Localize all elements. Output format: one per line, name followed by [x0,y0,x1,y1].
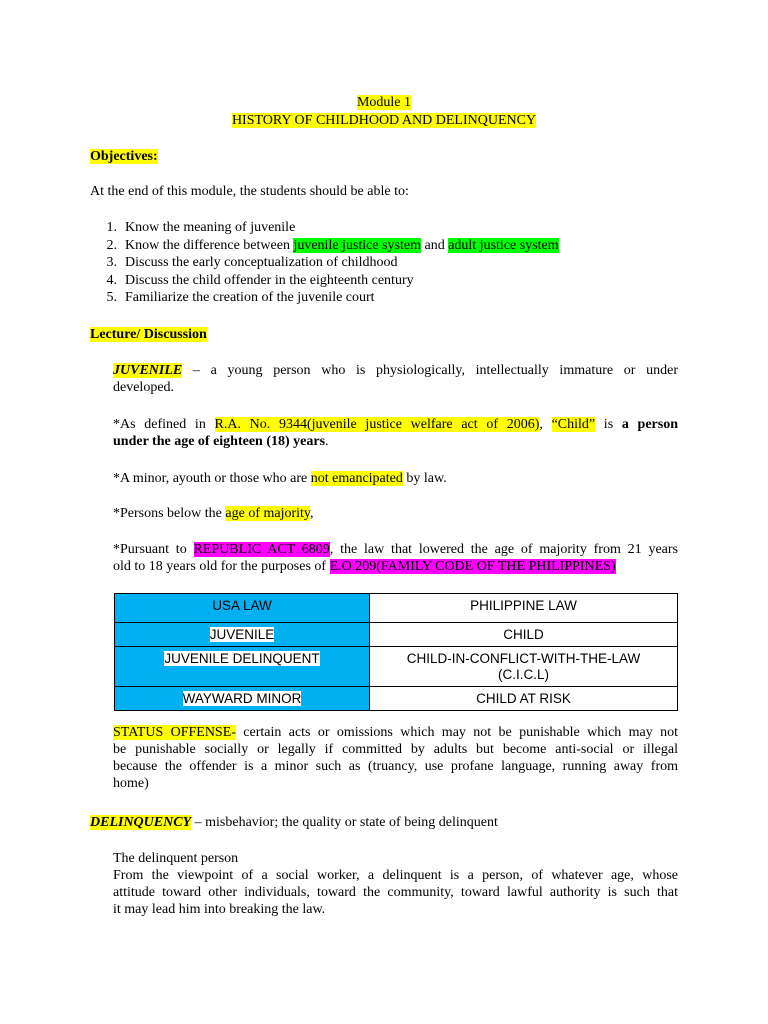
table-cell-usa: JUVENILE [115,623,370,647]
minor-definition: *A minor, ayouth or those who are not emancipated by law. [113,471,447,486]
list-item: 5. Familiarize the creation of the juvenile court [106,290,375,305]
table-cell-ph: CHILD AT RISK [370,687,678,711]
law-comparison-table [114,593,678,711]
table-cell-usa: WAYWARD MINOR [115,687,370,711]
table-row [115,687,678,711]
module-title: HISTORY OF CHILDHOOD AND DELINQUENCY [231,113,537,128]
table-cell-ph: CHILD-IN-CONFLICT-WITH-THE-LAW (C.I.C.L) [370,647,678,687]
module-label: Module 1 [356,95,412,110]
majority-definition: *Persons below the age of majority, [113,506,314,521]
lecture-heading: Lecture/ Discussion [90,327,207,342]
delinquency-term: DELINQUENCY [90,815,192,830]
status-offense-paragraph: STATUS OFFENSE- certain acts or omissions which may not be punishable which may not be punishable socially or legally if committed by adults but become anti-social or illegal because the offender is a minor such as (truancy, use profane language, running away from home) [113,725,678,791]
table-row [115,623,678,647]
table-cell-usa: USA LAW [115,594,370,623]
table-cell-ph: PHILIPPINE LAW [370,594,678,623]
juvenile-term: JUVENILE [113,363,183,378]
objectives-heading: Objectives: [90,149,158,164]
list-item: 3. Discuss the early conceptualization of childhood [106,255,398,270]
table-row [115,594,678,623]
delinquency-definition: DELINQUENCY – misbehavior; the quality or state of being delinquent [90,815,498,830]
objectives-intro: At the end of this module, the students should be able to: [90,184,409,199]
ra-6809-paragraph: *Pursuant to REPUBLIC ACT 6809, the law that lowered the age of majority from 21 years old to 18 years old for the purposes of E.O 209(FAMILY CODE OF THE PHILIPPINES) [113,542,679,574]
list-item: 4. Discuss the child offender in the eighteenth century [106,272,414,288]
table-row [115,647,678,687]
delinquent-person-heading: The delinquent person [113,851,239,866]
ra-9344-definition: *As defined in R.A. No. 9344(juvenile justice welfare act of 2006), “Child” is a person under the age of eighteen (18) years. [113,417,678,449]
delinquent-person-paragraph: The delinquent person From the viewpoint of a social worker, a delinquent is a person, of whatever age, whose attitude toward other individuals, toward the community, toward lawful authority is such that it may lead him into breaking the law. [113,851,678,917]
table-cell-usa: JUVENILE DELINQUENT [115,647,370,687]
table-cell-ph: CHILD [370,623,678,647]
status-offense-term: STATUS OFFENSE- [113,725,236,740]
objectives-list [90,219,559,307]
list-item: 2. Know the difference between juvenile justice system and adult justice system [106,237,559,253]
list-item: 1. Know the meaning of juvenile [106,220,296,235]
juvenile-definition: JUVENILE – a young person who is physiologically, intellectually immature or under developed. [113,363,678,395]
